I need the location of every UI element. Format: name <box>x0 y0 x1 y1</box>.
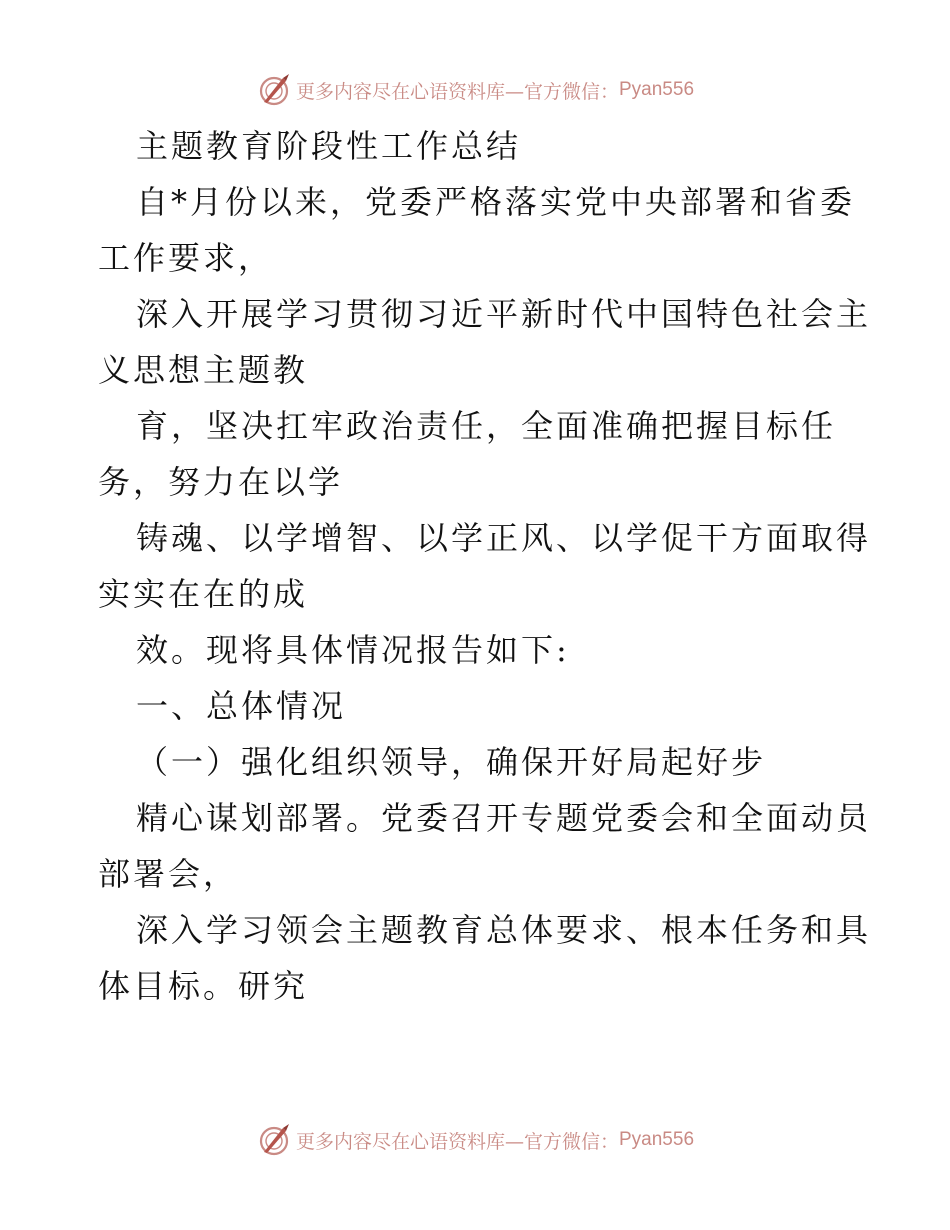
footer-banner <box>0 1120 950 1160</box>
header-banner <box>0 70 950 110</box>
document-line: 自*月份以来，党委严格落实党中央部署和省委 <box>136 183 856 221</box>
document-line: 一、总体情况 <box>136 687 347 725</box>
document-line: 主题教育阶段性工作总结 <box>136 127 522 165</box>
document-line: 务，努力在以学 <box>98 463 344 501</box>
document-line: 深入开展学习贯彻习近平新时代中国特色社会主 <box>136 295 872 333</box>
document-line: 体目标。研究 <box>98 967 309 1005</box>
quill-pen-logo-icon <box>256 72 292 108</box>
banner-wechat-id: Pyan556 <box>619 79 695 100</box>
document-line: 精心谋划部署。党委召开专题党委会和全面动员 <box>136 799 872 837</box>
quill-pen-logo-icon <box>256 1122 292 1158</box>
document-line: 铸魂、以学增智、以学正风、以学促干方面取得 <box>136 519 872 557</box>
document-line: 部署会， <box>98 855 239 893</box>
document-line: 工作要求， <box>98 239 274 277</box>
document-line: 育，坚决扛牢政治责任，全面准确把握目标任 <box>136 407 837 445</box>
document-line: 实实在在的成 <box>98 575 309 613</box>
banner-wechat-id: Pyan556 <box>619 1129 695 1150</box>
banner-text: 更多内容尽在心语资料库—官方微信： <box>295 80 619 103</box>
document-line: 效。现将具体情况报告如下: <box>136 631 570 669</box>
document-line: 义思想主题教 <box>98 351 309 389</box>
document-body <box>98 118 872 1014</box>
document-line: （一）强化组织领导，确保开好局起好步 <box>136 743 767 781</box>
banner-text: 更多内容尽在心语资料库—官方微信： <box>295 1130 619 1153</box>
document-line: 深入学习领会主题教育总体要求、根本任务和具 <box>136 911 872 949</box>
